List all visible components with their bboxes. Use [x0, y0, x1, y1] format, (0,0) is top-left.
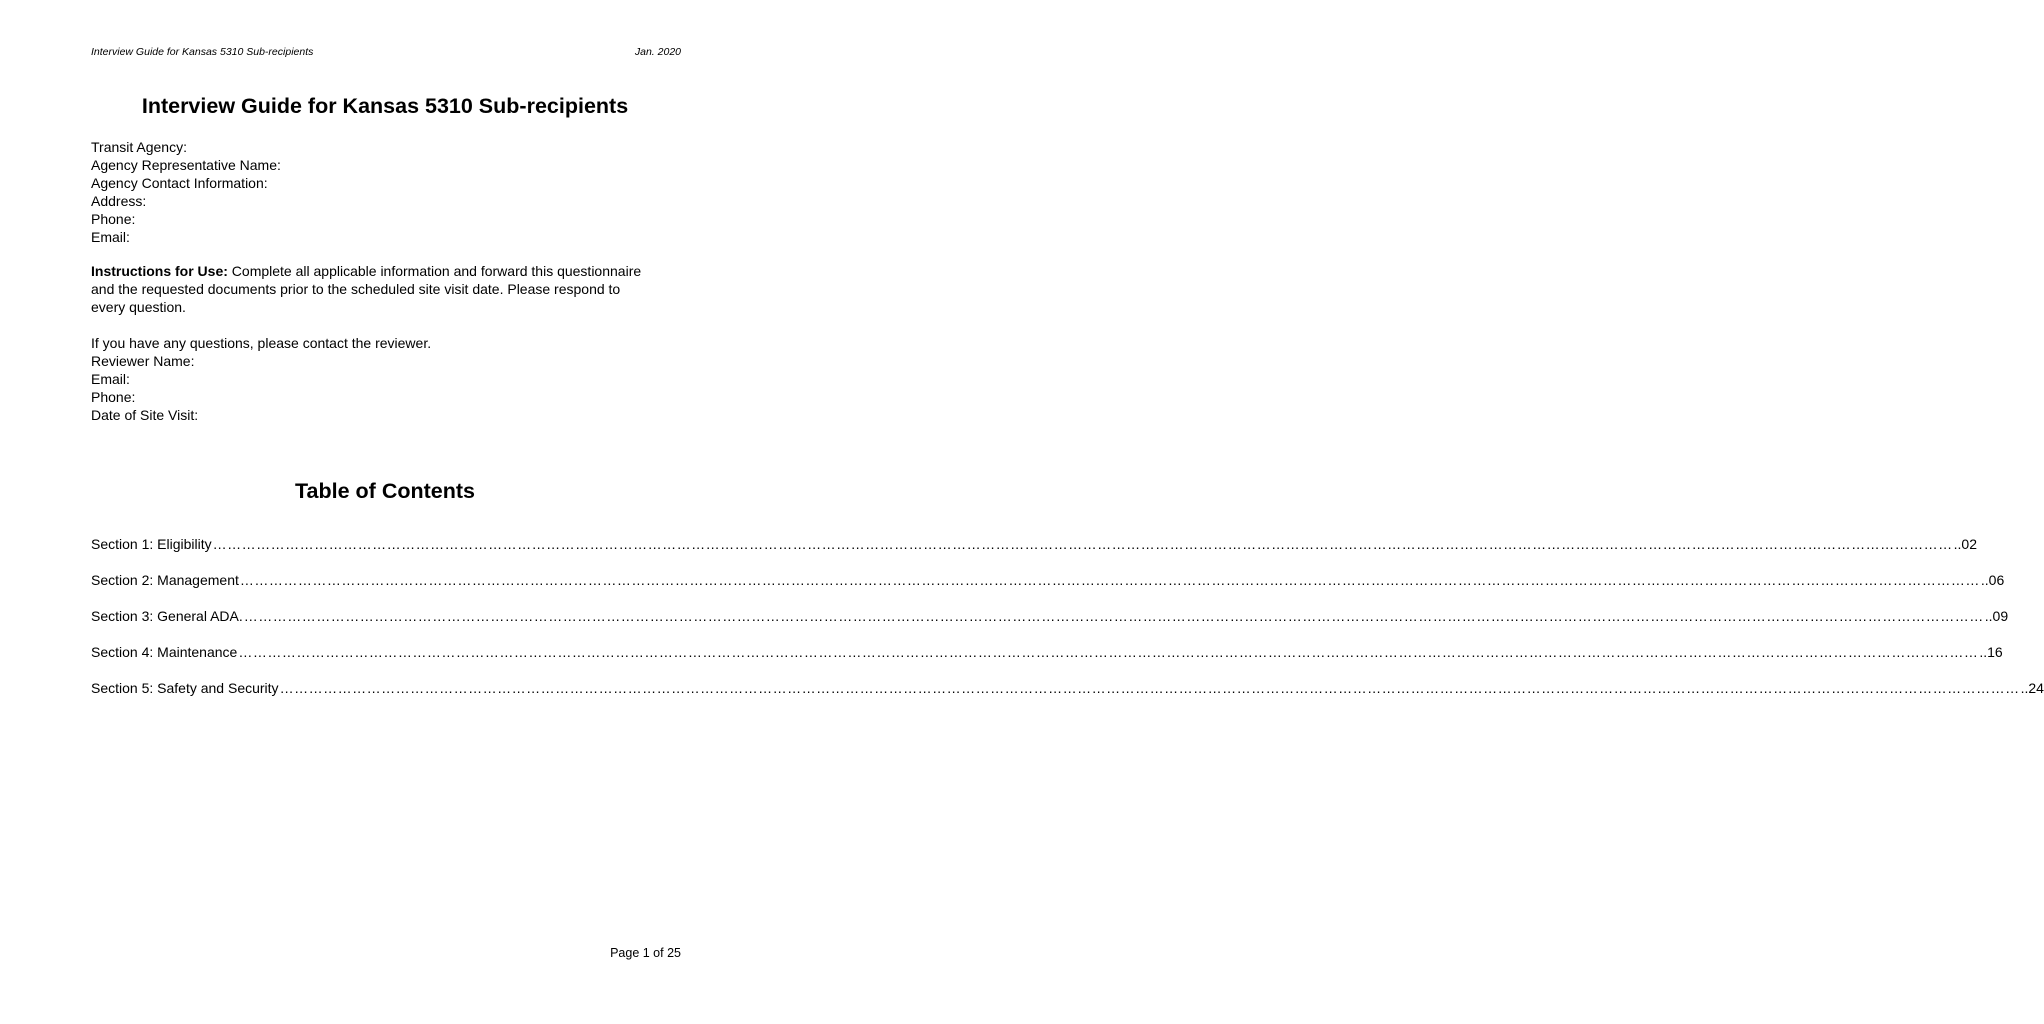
dot-leader: ……………………………………………………………………………………………………………………………………………………………………………………………………………………………………………………………………………………………………………………………… [239, 572, 1980, 588]
dot-leader: ……………………………………………………………………………………………………………………………………………………………………………………………………………………………………………………………………………………………………………………………… [212, 536, 1953, 552]
field-address: Address: [91, 193, 147, 209]
toc-entry-label: Section 4: Maintenance [91, 644, 238, 660]
field-site-visit-date: Date of Site Visit: [91, 407, 199, 423]
toc-entry-page: ..16 [1979, 644, 2003, 660]
toc-entry-eligibility[interactable] [91, 535, 1977, 571]
instructions-paragraph [91, 262, 651, 316]
toc-entry-label: Section 5: Safety and Security [91, 680, 279, 696]
running-header [91, 46, 681, 59]
field-reviewer-phone: Phone: [91, 389, 136, 405]
toc-entry-label: Section 1: Eligibility [91, 536, 212, 552]
dot-leader: ……………………………………………………………………………………………………………………………………………………………………………………………………………………………………………………………………………………………………………………………… [238, 644, 1979, 660]
toc-entry-management[interactable] [91, 571, 2005, 607]
instructions-text: Complete all applicable information and forward this questionnaire and the requested documents prior to the scheduled site visit date. Please respond to every question. [91, 263, 642, 315]
reviewer-contact-block [91, 334, 681, 424]
page-number: Page 1 of 25 [610, 946, 681, 960]
field-reviewer-name: Reviewer Name: [91, 353, 195, 369]
toc-entry-safety-security[interactable] [91, 679, 2044, 715]
table-of-contents [91, 535, 2044, 715]
field-reviewer-email: Email: [91, 371, 130, 387]
field-phone: Phone: [91, 211, 136, 227]
toc-entry-page: ..24 [2020, 680, 2044, 696]
toc-entry-general-ada[interactable] [91, 607, 2009, 643]
toc-entry-page: ..06 [1980, 572, 2005, 588]
toc-entry-page: ..09 [1984, 608, 2009, 624]
field-contact-information: Agency Contact Information: [91, 175, 268, 191]
toc-entry-label: Section 3: General ADA. [91, 608, 243, 624]
toc-entry-maintenance[interactable] [91, 643, 2003, 679]
field-email: Email: [91, 229, 130, 245]
toc-entry-page: ..02 [1953, 536, 1977, 552]
toc-title: Table of Contents [295, 479, 475, 503]
toc-entry-label: Section 2: Management [91, 572, 239, 588]
agency-info-block [91, 138, 681, 246]
contact-intro: If you have any questions, please contact the reviewer. [91, 335, 432, 351]
running-header-title: Interview Guide for Kansas 5310 Sub-recipients [91, 46, 314, 58]
field-representative-name: Agency Representative Name: [91, 157, 281, 173]
dot-leader: ……………………………………………………………………………………………………………………………………………………………………………………………………………………………………………………………………………………………………………………………… [279, 680, 2020, 696]
document-title: Interview Guide for Kansas 5310 Sub-recipients [141, 94, 629, 118]
running-header-date: Jan. 2020 [634, 46, 681, 58]
field-transit-agency: Transit Agency: [91, 139, 187, 155]
dot-leader: ……………………………………………………………………………………………………………………………………………………………………………………………………………………………………………………………………………………………………………………………… [243, 608, 1984, 624]
instructions-lead: Instructions for Use: [91, 263, 228, 279]
